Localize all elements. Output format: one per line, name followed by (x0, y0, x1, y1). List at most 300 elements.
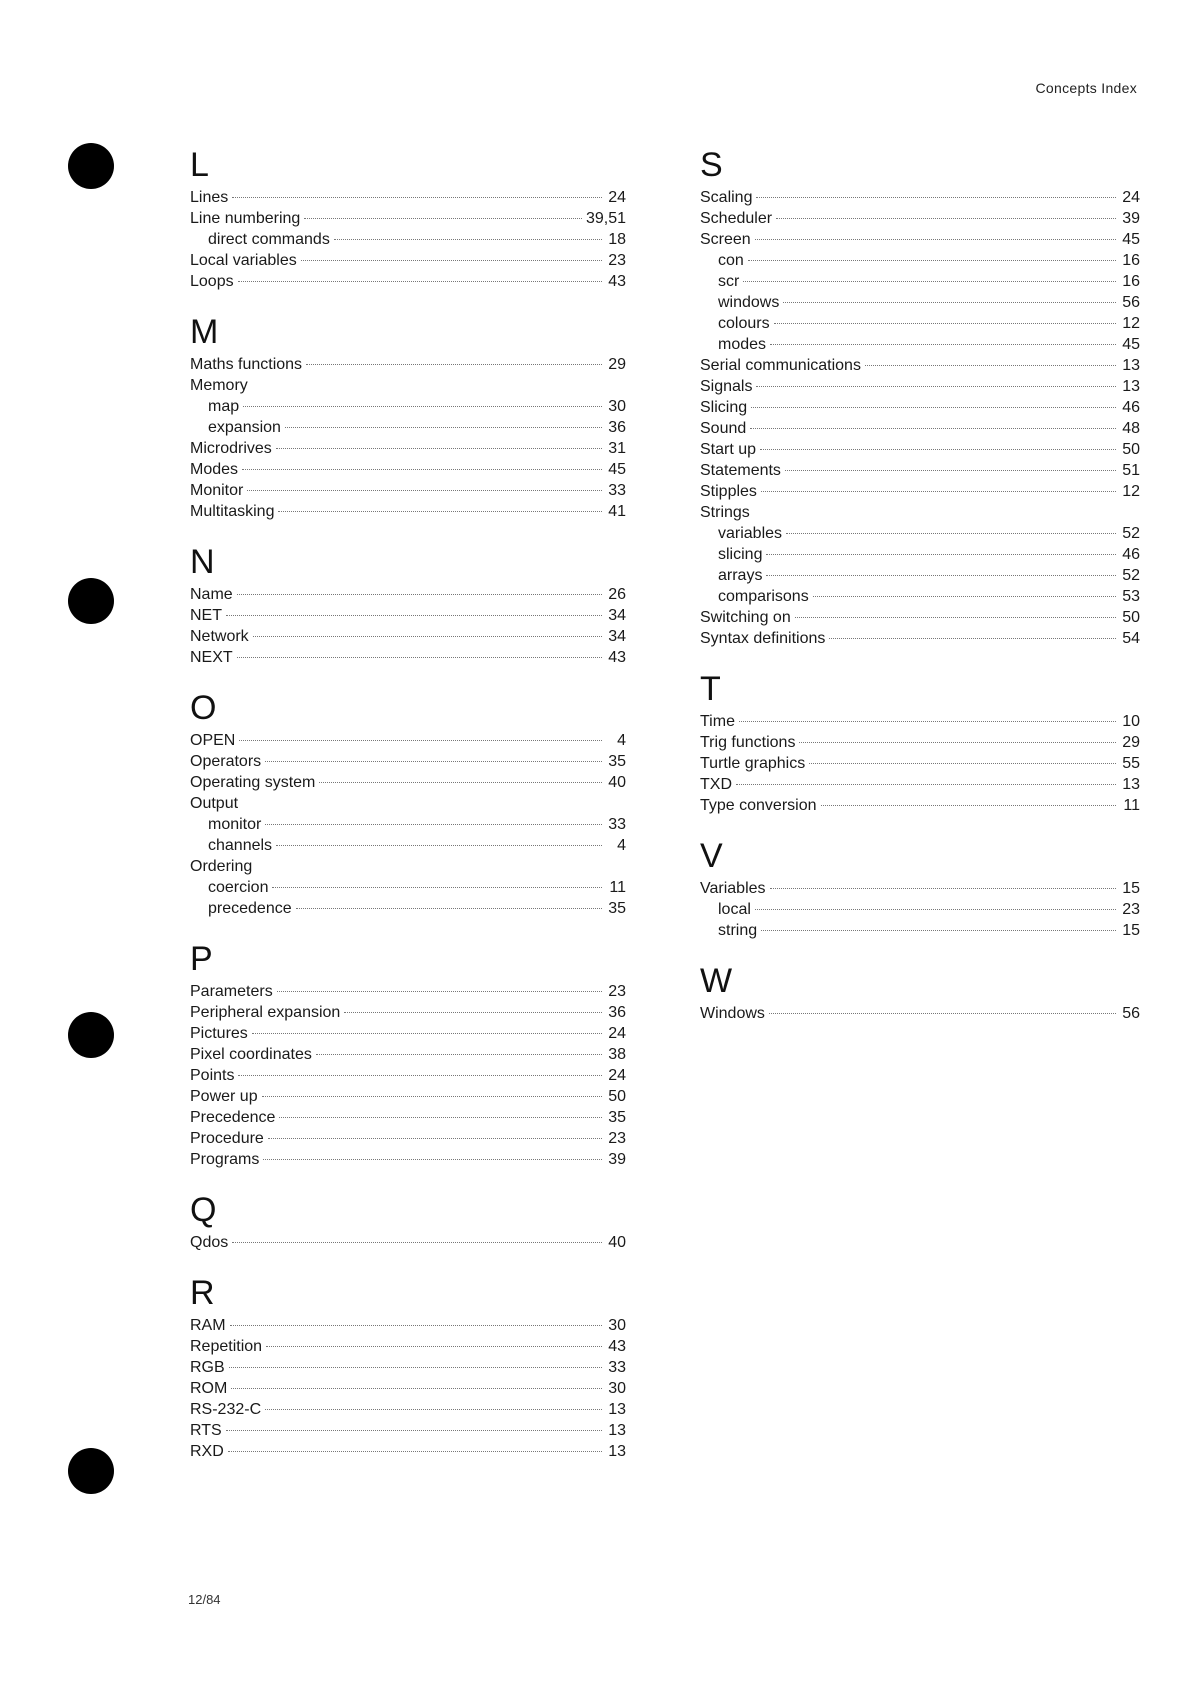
entry-label: Pixel coordinates (190, 1046, 312, 1063)
entry-label: comparisons (718, 588, 809, 605)
index-column-right (700, 145, 1140, 1044)
entry-page-number: 18 (608, 231, 626, 248)
entry-page-number: 13 (1122, 378, 1140, 395)
entry-label: Line numbering (190, 210, 301, 227)
index-subentry (700, 565, 1140, 586)
dot-leader (809, 763, 1116, 764)
entry-page-number: 13 (608, 1422, 626, 1439)
entry-page-number: 51 (1122, 462, 1140, 479)
entry-label: RXD (190, 1443, 224, 1460)
index-entry (190, 1065, 626, 1086)
entry-page-number: 39,51 (585, 210, 626, 227)
entry-label: Variables (700, 880, 766, 897)
entry-page-number: 16 (1122, 252, 1140, 269)
entry-page-number: 54 (1122, 630, 1140, 647)
entry-page-number: 46 (1122, 546, 1140, 563)
index-section-m (190, 312, 626, 522)
entry-label: Output (190, 795, 239, 812)
index-entry (700, 208, 1140, 229)
entry-label: windows (718, 294, 780, 311)
dot-leader (319, 782, 602, 783)
entry-label: monitor (208, 816, 262, 833)
entry-label: NEXT (190, 649, 233, 666)
entry-page-number: 16 (1122, 273, 1140, 290)
dot-leader (783, 302, 1116, 303)
entry-label: Operating system (190, 774, 316, 791)
entry-label: Screen (700, 231, 751, 248)
dot-leader (253, 636, 602, 637)
dot-leader (306, 364, 602, 365)
dot-leader (265, 761, 602, 762)
entry-page-number: 12 (1122, 315, 1140, 332)
index-subentry (190, 396, 626, 417)
entry-page-number: 10 (1122, 713, 1140, 730)
dot-leader (237, 594, 602, 595)
dot-leader (301, 260, 602, 261)
punch-hole (68, 143, 114, 189)
index-entry (190, 751, 626, 772)
entry-label: Procedure (190, 1130, 264, 1147)
entry-page-number: 56 (1122, 1005, 1140, 1022)
entry-label: Trig functions (700, 734, 796, 751)
index-subentry (190, 417, 626, 438)
entry-page-number: 36 (608, 1004, 626, 1021)
entry-page-number: 38 (608, 1046, 626, 1063)
entry-label: Operators (190, 753, 262, 770)
entry-label: coercion (208, 879, 269, 896)
dot-leader (262, 1096, 602, 1097)
index-section-w (700, 961, 1140, 1024)
index-entry (190, 1149, 626, 1170)
dot-leader (766, 575, 1116, 576)
punch-hole (68, 578, 114, 624)
entry-label: TXD (700, 776, 732, 793)
page-footer: 12/84 (188, 1592, 221, 1607)
dot-leader (755, 909, 1116, 910)
entry-page-number: 40 (608, 1234, 626, 1251)
index-subentry (700, 334, 1140, 355)
entry-page-number: 23 (608, 252, 626, 269)
entry-page-number: 55 (1122, 755, 1140, 772)
index-subentry (190, 229, 626, 250)
entry-page-number: 56 (1122, 294, 1140, 311)
index-entry (190, 772, 626, 793)
dot-leader (785, 470, 1116, 471)
entry-page-number: 29 (608, 356, 626, 373)
dot-leader (316, 1054, 602, 1055)
entry-page-number: 30 (608, 1317, 626, 1334)
index-entry (700, 711, 1140, 732)
entry-label: Switching on (700, 609, 791, 626)
entry-label: Strings (700, 504, 750, 521)
dot-leader (228, 1451, 602, 1452)
dot-leader (755, 239, 1116, 240)
dot-leader (265, 1409, 602, 1410)
entry-page-number: 43 (608, 649, 626, 666)
page-header: Concepts Index (1035, 80, 1137, 96)
entry-page-number: 24 (608, 1067, 626, 1084)
entry-label: Network (190, 628, 249, 645)
punch-hole (68, 1448, 114, 1494)
dot-leader (760, 449, 1116, 450)
entry-label: Start up (700, 441, 757, 458)
dot-leader (748, 260, 1116, 261)
index-subentry (700, 523, 1140, 544)
dot-leader (761, 491, 1116, 492)
entry-page-number: 24 (608, 1025, 626, 1042)
entry-label: Modes (190, 461, 239, 478)
entry-label: Pictures (190, 1025, 248, 1042)
index-entry (190, 626, 626, 647)
entry-page-number: 48 (1122, 420, 1140, 437)
index-section-o (190, 688, 626, 919)
dot-leader (776, 218, 1116, 219)
entry-label: map (208, 398, 240, 415)
entry-label: Statements (700, 462, 781, 479)
dot-leader (230, 1325, 602, 1326)
dot-leader (761, 930, 1116, 931)
entry-page-number: 13 (608, 1401, 626, 1418)
entry-label: Name (190, 586, 233, 603)
entry-label: Syntax definitions (700, 630, 826, 647)
entry-page-number: 35 (608, 900, 626, 917)
index-entry (190, 250, 626, 271)
entry-page-number: 35 (608, 1109, 626, 1126)
section-letter: V (700, 837, 723, 875)
index-entry (190, 1378, 626, 1399)
index-entry (700, 732, 1140, 753)
index-entry (190, 480, 626, 501)
dot-leader (243, 406, 602, 407)
entry-label: slicing (718, 546, 763, 563)
index-entry (700, 397, 1140, 418)
entry-label: Loops (190, 273, 234, 290)
entry-page-number: 53 (1122, 588, 1140, 605)
index-entry (190, 438, 626, 459)
dot-leader (285, 427, 602, 428)
entry-page-number: 40 (608, 774, 626, 791)
entry-label: Monitor (190, 482, 244, 499)
index-subentry (700, 313, 1140, 334)
dot-leader (263, 1159, 602, 1160)
entry-label: NET (190, 607, 222, 624)
index-section-s (700, 145, 1140, 649)
dot-leader (272, 887, 602, 888)
dot-leader (265, 824, 602, 825)
entry-page-number: 41 (608, 503, 626, 520)
entry-label: modes (718, 336, 767, 353)
entry-page-number: 39 (1122, 210, 1140, 227)
entry-page-number: 23 (1122, 901, 1140, 918)
entry-page-number: 13 (1122, 357, 1140, 374)
entry-page-number: 24 (608, 189, 626, 206)
entry-page-number: 30 (608, 1380, 626, 1397)
entry-page-number: 31 (608, 440, 626, 457)
index-entry (700, 502, 1140, 523)
dot-leader (799, 742, 1116, 743)
index-entry (190, 208, 626, 229)
entry-label: Precedence (190, 1109, 276, 1126)
entry-page-number: 34 (608, 628, 626, 645)
entry-label: ROM (190, 1380, 228, 1397)
index-column-left (190, 145, 626, 1482)
index-section-r (190, 1273, 626, 1462)
dot-leader (786, 533, 1116, 534)
entry-label: Scheduler (700, 210, 773, 227)
dot-leader (276, 448, 602, 449)
section-letter: Q (190, 1191, 217, 1229)
index-subentry (190, 814, 626, 835)
entry-page-number: 39 (608, 1151, 626, 1168)
index-subentry (700, 544, 1140, 565)
dot-leader (276, 845, 602, 846)
index-entry (190, 1023, 626, 1044)
dot-leader (238, 281, 602, 282)
dot-leader (821, 805, 1116, 806)
index-entry (190, 1441, 626, 1462)
entry-label: Slicing (700, 399, 748, 416)
dot-leader (829, 638, 1116, 639)
index-section-v (700, 836, 1140, 941)
section-letter: N (190, 543, 215, 581)
index-entry (700, 628, 1140, 649)
entry-page-number: 11 (609, 879, 626, 896)
dot-leader (237, 657, 602, 658)
entry-label: string (718, 922, 758, 939)
index-subentry (700, 899, 1140, 920)
entry-page-number: 4 (617, 732, 626, 749)
dot-leader (229, 1367, 602, 1368)
index-entry (700, 774, 1140, 795)
dot-leader (252, 1033, 602, 1034)
dot-leader (739, 721, 1116, 722)
entry-label: precedence (208, 900, 292, 917)
section-letter: T (700, 670, 721, 708)
entry-label: RTS (190, 1422, 222, 1439)
entry-label: expansion (208, 419, 281, 436)
entry-page-number: 24 (1122, 189, 1140, 206)
index-entry (190, 1002, 626, 1023)
dot-leader (751, 407, 1116, 408)
entry-label: Serial communications (700, 357, 861, 374)
index-entry (190, 375, 626, 396)
dot-leader (278, 511, 602, 512)
index-section-l (190, 145, 626, 292)
entry-label: Ordering (190, 858, 253, 875)
index-entry (700, 481, 1140, 502)
index-entry (190, 1044, 626, 1065)
entry-page-number: 23 (608, 983, 626, 1000)
entry-page-number: 33 (608, 482, 626, 499)
entry-page-number: 45 (1122, 336, 1140, 353)
entry-label: Multitasking (190, 503, 275, 520)
entry-page-number: 15 (1122, 880, 1140, 897)
index-section-n (190, 542, 626, 668)
dot-leader (766, 554, 1116, 555)
index-section-p (190, 939, 626, 1170)
section-letter: W (700, 962, 733, 1000)
entry-label: local (718, 901, 751, 918)
dot-leader (304, 218, 582, 219)
index-entry (190, 1336, 626, 1357)
index-entry (700, 229, 1140, 250)
entry-page-number: 50 (1122, 441, 1140, 458)
index-entry (190, 856, 626, 877)
dot-leader (266, 1346, 602, 1347)
dot-leader (865, 365, 1116, 366)
dot-leader (296, 908, 602, 909)
entry-label: Repetition (190, 1338, 263, 1355)
index-entry (700, 460, 1140, 481)
dot-leader (770, 344, 1116, 345)
index-entry (190, 1107, 626, 1128)
index-entry (190, 1086, 626, 1107)
entry-label: Memory (190, 377, 248, 394)
entry-page-number: 29 (1122, 734, 1140, 751)
entry-label: Time (700, 713, 735, 730)
index-entry (190, 584, 626, 605)
index-subentry (190, 898, 626, 919)
entry-page-number: 35 (608, 753, 626, 770)
entry-label: Stipples (700, 483, 757, 500)
entry-page-number: 52 (1122, 525, 1140, 542)
dot-leader (756, 197, 1116, 198)
entry-label: variables (718, 525, 783, 542)
entry-page-number: 13 (608, 1443, 626, 1460)
dot-leader (226, 615, 602, 616)
index-subentry (700, 271, 1140, 292)
dot-leader (344, 1012, 602, 1013)
entry-label: con (718, 252, 744, 269)
entry-page-number: 30 (608, 398, 626, 415)
index-entry (190, 1420, 626, 1441)
entry-label: Power up (190, 1088, 258, 1105)
entry-page-number: 36 (608, 419, 626, 436)
entry-page-number: 46 (1122, 399, 1140, 416)
dot-leader (769, 1013, 1116, 1014)
entry-label: RS-232-C (190, 1401, 262, 1418)
entry-label: Microdrives (190, 440, 272, 457)
dot-leader (247, 490, 602, 491)
index-entry (190, 1399, 626, 1420)
dot-leader (736, 784, 1116, 785)
section-letter: S (700, 146, 723, 184)
index-entry (190, 981, 626, 1002)
index-entry (190, 793, 626, 814)
entry-page-number: 12 (1122, 483, 1140, 500)
entry-label: Turtle graphics (700, 755, 806, 772)
index-entry (700, 753, 1140, 774)
entry-label: RGB (190, 1359, 225, 1376)
entry-page-number: 50 (1122, 609, 1140, 626)
index-entry (190, 647, 626, 668)
index-entry (190, 1357, 626, 1378)
entry-label: direct commands (208, 231, 330, 248)
entry-page-number: 4 (617, 837, 626, 854)
index-entry (190, 187, 626, 208)
dot-leader (268, 1138, 602, 1139)
entry-label: Parameters (190, 983, 273, 1000)
entry-label: Signals (700, 378, 753, 395)
entry-page-number: 23 (608, 1130, 626, 1147)
dot-leader (226, 1430, 602, 1431)
index-section-t (700, 669, 1140, 816)
dot-leader (232, 1242, 602, 1243)
entry-label: Windows (700, 1005, 765, 1022)
dot-leader (756, 386, 1116, 387)
index-entry (700, 878, 1140, 899)
index-entry (700, 418, 1140, 439)
index-entry (190, 1232, 626, 1253)
entry-label: Programs (190, 1151, 260, 1168)
index-entry (190, 1128, 626, 1149)
entry-page-number: 15 (1122, 922, 1140, 939)
entry-page-number: 11 (1123, 797, 1140, 814)
entry-label: Points (190, 1067, 235, 1084)
entry-label: Type conversion (700, 797, 817, 814)
index-entry (190, 730, 626, 751)
index-entry (190, 459, 626, 480)
dot-leader (770, 888, 1116, 889)
entry-page-number: 52 (1122, 567, 1140, 584)
dot-leader (238, 1075, 602, 1076)
index-entry (700, 187, 1140, 208)
entry-label: channels (208, 837, 273, 854)
dot-leader (232, 197, 602, 198)
index-entry (700, 376, 1140, 397)
entry-label: Sound (700, 420, 747, 437)
entry-label: Qdos (190, 1234, 229, 1251)
entry-label: Maths functions (190, 356, 303, 373)
dot-leader (774, 323, 1116, 324)
section-letter: P (190, 940, 213, 978)
index-entry (190, 605, 626, 626)
entry-page-number: 13 (1122, 776, 1140, 793)
section-letter: O (190, 689, 217, 727)
index-entry (190, 501, 626, 522)
index-entry (700, 355, 1140, 376)
dot-leader (279, 1117, 602, 1118)
entry-label: Scaling (700, 189, 753, 206)
index-entry (190, 271, 626, 292)
index-entry (700, 439, 1140, 460)
index-subentry (190, 835, 626, 856)
entry-label: scr (718, 273, 740, 290)
index-subentry (190, 877, 626, 898)
dot-leader (239, 740, 602, 741)
index-entry (190, 1315, 626, 1336)
index-subentry (700, 586, 1140, 607)
entry-label: Lines (190, 189, 229, 206)
index-entry (700, 1003, 1140, 1024)
dot-leader (750, 428, 1116, 429)
index-entry (190, 354, 626, 375)
entry-page-number: 33 (608, 1359, 626, 1376)
dot-leader (795, 617, 1116, 618)
entry-label: arrays (718, 567, 763, 584)
dot-leader (231, 1388, 602, 1389)
entry-page-number: 26 (608, 586, 626, 603)
section-letter: M (190, 313, 219, 351)
entry-page-number: 45 (608, 461, 626, 478)
entry-page-number: 33 (608, 816, 626, 833)
entry-label: RAM (190, 1317, 226, 1334)
dot-leader (242, 469, 602, 470)
entry-page-number: 50 (608, 1088, 626, 1105)
dot-leader (813, 596, 1116, 597)
section-letter: L (190, 146, 209, 184)
entry-label: Local variables (190, 252, 297, 269)
